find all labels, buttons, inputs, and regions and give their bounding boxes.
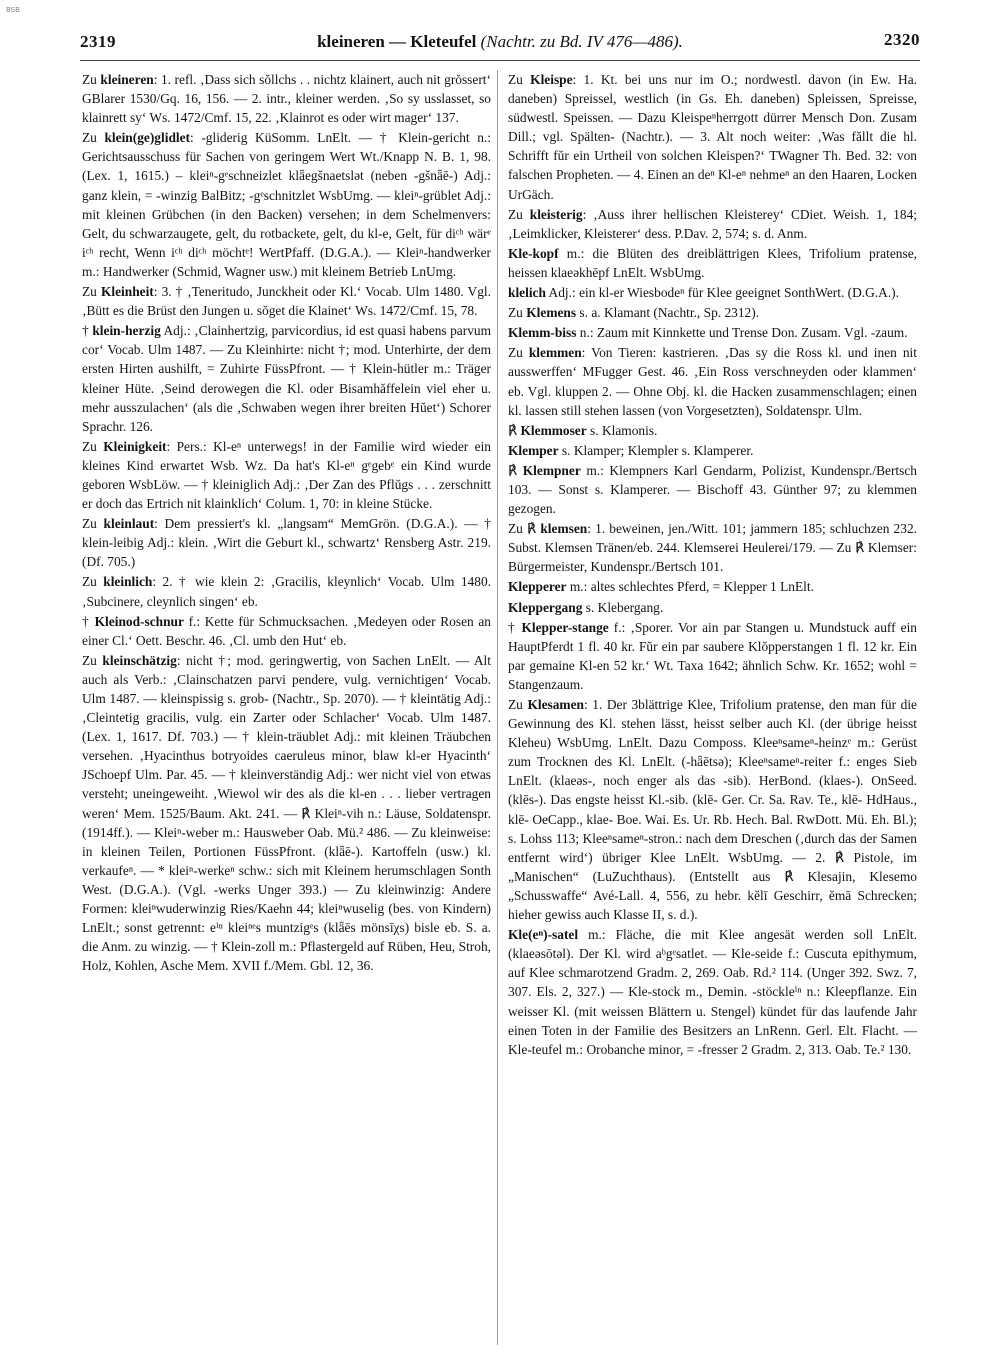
entry-klempner: ℟ Klempner m.: Klempners Karl Gendarm, Polizist, Kundenspr./Bertsch 103. — Sonst s. Klamperer. — Bischoff 43. Günther 97; zu klemmen gezogen. <box>508 462 917 517</box>
headword: Kleinheit <box>100 284 154 300</box>
entry-kleispe: Zu Kleispe: 1. Kt. bei uns nur im O.; nordwestl. davon (in Ew. Ha. daneben) Spreissel, westlich (in Gs. Eh. daneben) Spleissen, Spreisse, südwestl. Speissen. — Dazu Kleispeⁿherrgott dürrer Mensch Don. Zusam Dill.; vgl. Spälten- (Nachtr.). — 3. Alt noch weiter: ‚Was făllt die hl. Schrifft fŭr ein Urtheil von solchen Kleispen?‘ TWagner Th. Bed. 32: von falschen Propheten. — 4. Einen an deⁿ Kl-eⁿ nehmeⁿ an den Haaren, Locken UrGäch. <box>508 72 917 202</box>
headword: Kleinigkeit <box>103 438 167 454</box>
running-title-subtitle: (Nachtr. zu Bd. IV 476—486). <box>480 32 683 51</box>
entry-kleineren: Zu kleineren: 1. refl. ‚Dass sich sŏllchs . . nichtz klainert, auch nit grŏssert‘ GBlarer 1530/Gq. 16, 156. — 2. intr., kleiner werden. ‚So sy usslasset, so klainrett sy‘ Ws. 1472/Cmf. 15, 22. ‚Klainrot es oder wirt mager‘ 137. <box>82 72 491 126</box>
headword: kleisterig <box>529 206 583 222</box>
running-title <box>80 32 920 52</box>
headword: Kle(eⁿ)-satel <box>508 927 579 943</box>
headword: Klempner <box>522 462 581 478</box>
page-number-left: 2319 <box>80 32 116 51</box>
library-stamp: BSB <box>6 6 20 14</box>
entry-klesamen: Zu Klesamen: 1. Der 3blättrige Klee, Trifolium pratense, den man für die Gewinnung des Kl. stehen lässt, heisst selber auch Kl. (der übrige heisst Kleheu) WsbUmg. LnElt. Dazu Composs. Kleeⁿsameⁿ-heinzᵉ m.: Gerüst zum Trocknen des Kl. LnElt. (-hǟētsǝ); Kleeⁿsameⁿ-reiter f.: enges Sieb LnElt. (klaeǝs-, noch enger als das -sib). HerBond. (klaes-). OnSeed. (klēs-). Das engste heisst Kl.-sib. (klē- Ger. Cr. Sa. Rav. Te., klē- HdHaus., klē- OeCapp., klae- Boe. Wai. Es. Ur. Rb. Hech. Bal. RwDott. Mü. Eh. Bl.); s. Lohss 113; Kleeⁿsameⁿ-stron.: nach dem Dreschen (‚durch das der Samen entfernt wird‘) übriger Klee LnElt. WsbUmg. — 2. ℟ Pistole, im „Manischen“ (LuZuchthaus). (Entstellt aus ℟ Klesajin, Klesemo „Schusswaffe“ Avé-Lall. 4, 556, zu hebr. kĕlī Geschirr, ĕmā Schrecken; hieher gewiss auch Klasse II, s. d.). <box>508 697 917 923</box>
headword: Klepperer <box>508 579 567 595</box>
headword: kleineren <box>100 72 154 87</box>
headword: Kleispe <box>530 72 573 87</box>
entry-klemmoser: ℟ Klemmoser s. Klamonis. <box>508 422 658 438</box>
entry-kleinigkeit: Zu Kleinigkeit: Pers.: Kl-eⁿ unterwegs! in der Familie wird wieder ein kleines Kind erwartet Wsb. Wz. Da hat's Kl-eⁿ gᵉgebᵉ ein Kind wurde geboren WsbLöw. — † kleiniglich Adj.: ‚Der Zan des Pflŭgs . . . zerschnitt er doch das Ertrich nit klainklich‘ Colum. 1, 70: in kleine Stücke. <box>82 438 491 512</box>
running-title-main: kleineren — Kleteufel <box>317 32 477 51</box>
entry-klepperer: Klepperer m.: altes schlechtes Pferd, = Klepper 1 LnElt. <box>508 579 814 595</box>
headword: kleinlich <box>103 574 153 590</box>
headword: klein(ge)glidlet <box>104 130 191 146</box>
headword: kleinlaut <box>103 516 155 532</box>
entry-kleinlaut: Zu kleinlaut: Dem pressiert's kl. „langsam“ MemGrön. (D.G.A.). — † klein-leibig Adj.: klein. ‚Wirt die Geburt kl., schwartz‘ Rensberg Astr. 219. (Df. 705.) <box>82 516 491 570</box>
headword: Klemens <box>526 305 577 321</box>
entry-kleisterig: Zu kleisterig: ‚Auss ihrer hellischen Kleisterey‘ CDiet. Weish. 1, 184; ‚Leimklicker, Kleisterer‘ dess. P.Dav. 2, 574; s. d. Anm. <box>508 206 917 241</box>
entry-klepper-stange: † Klepper-stange f.: ‚Sporer. Vor ain par Stangen u. Mundstuck auff ein HauptPferdt 1 fl. 40 kr. Fŭr ein par saubere Klŏpperstangen 1 fl. 12 kr. Ein par gemaine Kl-en 52 kr.‘ Wt. Taxa 1642; ähnlich Schw. Kr. 1652; wohl = Stangenzaum. <box>508 619 917 692</box>
headword: Klepper-stange <box>521 619 609 635</box>
entry-kle-kopf: Kle-kopf m.: die Blüten des dreiblättrigen Klees, Trifolium pratense, heissen klaeǝkhēpf LnElt. WsbUmg. <box>508 245 917 280</box>
entry-klemens: Zu Klemens s. a. Klamant (Nachtr., Sp. 2312). <box>508 305 760 321</box>
entry-kleppergang: Kleppergang s. Klebergang. <box>508 599 664 615</box>
header-rule <box>80 60 920 61</box>
right-column <box>508 70 917 1345</box>
headword: Klemmoser <box>520 422 587 438</box>
headword: klelich <box>508 285 546 301</box>
entry-kleinlich: Zu kleinlich: 2. † wie klein 2: ‚Gracilis, kleynlich‘ Vocab. Ulm 1480. ‚Subcinere, cleynlich singen‘ eb. <box>82 574 491 609</box>
headword: klein-herzig <box>92 323 161 339</box>
headword: klemmen <box>528 345 582 361</box>
entry-kle-satel: Kle(eⁿ)-satel m.: Fläche, die mit Klee angesät werden soll LnElt. (klaeǝsōtǝl). Der Kl. wird aᵇgᵉsatlet. — Kle-seide f.: Cuscuta epithymum, auf Klee schmarotzend Gradm. 2, 269. Oab. Rd.² 114. (Unger 392. Swz. 7, 307. Els. 2, 327.) — Kle-stock m., Demin. -stöckleⁱⁿ n.: Kleepflanze. Ein weisser Kl. (mit weissen Blättern u. Stengel) kündet für das laufende Jahr einen Toten in der Familie des Besitzers an LnRenn. Gerl. Elt. Flacht. — Kle-teufel m.: Orobanche minor, = -fresser 2 Gradm. 2, 313. Oab. Te.² 130. <box>508 927 917 1057</box>
headword: kleinschätzig <box>102 652 177 668</box>
page-header <box>80 24 920 58</box>
column-divider <box>497 70 498 1345</box>
headword: Kle-kopf <box>508 245 559 261</box>
entry-klelich: klelich Adj.: ein kl-er Wiesbodeⁿ für Klee geeignet SonthWert. (D.G.A.). <box>508 285 899 301</box>
entry-kleinheit: Zu Kleinheit: 3. † ‚Teneritudo, Junckheit oder Kl.‘ Vocab. Ulm 1480. Vgl. ‚Bütt es die Brüst den Jungen u. sŏget die Klainet‘ Ws. 1472/Cmf. 15, 78. <box>82 284 491 319</box>
entry-klemm-biss: Klemm-biss n.: Zaum mit Kinnkette und Trense Don. Zusam. Vgl. -zaum. <box>508 325 908 341</box>
entry-kleinherzig: † klein-herzig Adj.: ‚Clainhertzig, parvicordius, id est quasi habens parvum cor‘ Vocab. Ulm 1487. — Zu Kleinhirte: nicht †; mod. Unterhirte, der dem ersten Hirten aushilft, = Zuhirte FüssPfront. — † Klein-hütler m.: Träger kleiner Hüte. ‚Seind derowegen die Kl. oder Bisamhăffelein viel eher u. mehr ausszulachen‘ (als die ‚Schwaben wegen ihrer breiten Hŭet‘) Schorer Sprachr. 126. <box>82 323 491 434</box>
headword: Kleinod-schnur <box>94 613 184 629</box>
entry-kleingeglidlet: Zu klein(ge)glidlet: -gliderig KüSomm. LnElt. — † Klein-gericht n.: Gerichtsausschuss für Sachen von geringem Wert Wt./Knapp N. B. 1, 98. (Lex. 1, 1615.) – kleiⁿ-gᵉschneizlet klǟegšnaetslǝt (neben -gšnǟē-) Adj.: ganz klein, = -winzig BalBitz; -gᵉschnitzlet WsbUmg. — kleiⁿ-grüblet Adj.: mit kleinen Grübchen (in den Backen) versehen; in dem Schelmenvers: Gelt, du schwarzaugete, gelt, du rotbackete, gelt, du kl-e, Gelt, für diᶜʰ wärᵉ iᶜʰ recht, Wenn iᶜʰ diᶜʰ möchtᵉ! WertPfaff. (D.G.A.). — Kleiⁿ-handwerker m.: Handwerker (Schmid, Wagner usw.) mit kleinem Betrieb LnUmg. <box>82 130 491 279</box>
headword: Klesamen <box>527 697 584 712</box>
page-number-right: 2320 <box>884 30 920 49</box>
entry-kleinod-schnur: † Kleinod-schnur f.: Kette für Schmucksachen. ‚Medeyen oder Rosen an einer Cl.‘ Oett. Beschr. 46. ‚Cl. umb den Hut‘ eb. <box>82 613 491 648</box>
entry-kleinschaetzig: Zu kleinschätzig: nicht †; mod. geringwertig, von Sachen LnElt. — Alt auch als Verb.: ‚Clainschatzen parvi pendere, vulg. vernichtigen‘ Vocab. Ulm 1487. — kleinspissig s. grob- (Nachtr., Sp. 2070). — † kleintätig Adj.: ‚Cleintetig gracilis, vulg. ein Zarter oder Schlacher‘ Vocab. Ulm 1487. (Lex. 1, 1617. Df. 703.) — † klein-träublet Adj.: mit kleinen Träubchen versehen. ‚Hyacinthus botryoides caeruleus minor, blaw kl-er Hyacinth‘ JSchoepf Ulm. Par. 45. — † kleinverständig Adj.: wer nicht viel von etwas versteht; uneingeweiht. ‚Wiewol wir des als die kl-en . . . lieber vertragen weren‘ Mem. 1525/Baum. Akt. 241. — ℟ Kleiⁿ-vih n.: Läuse, Soldatenspr. (1914ff.). — Kleiⁿ-weber m.: Hausweber Oab. Mü.² 486. — Zu kleinweise: in kleinen Teilen, Portionen FüssPfront. (klǟē-). Kartoffeln (usw.) kl. verkaufeⁿ. — * kleiⁿ-werkeⁿ schw.: sich mit Kleinem herumschlagen Sonth West. (D.G.A.). (Vgl. -werks Unger 393.) — Zu kleinwinzig: Andere Formen: kleiⁿwuderwinzig Ries/Kaehn 44; kleiⁿwuselig (bes. von Kindern) LnElt.; sonst getrennt: eⁱⁿ kleiⁿᵉs muntzigᵉs (klǟēs mönsīχs) bisle eb. S. a. die Anm. zu winzig. — † Klein-zoll m.: Pflastergeld auf Rüben, Heu, Stroh, Holz, Kohlen, Asche Mem. XVII f./Mem. Gbl. 12, 36. <box>82 652 491 974</box>
entry-klemmen: Zu klemmen: Von Tieren: kastrieren. ‚Das sy die Ross kl. und inen nit ausswerffen‘ MFugger Gest. 46. ‚Ein Ross verschneyden oder klammen‘ eb. Vgl. kluppen 2. — Ohne Obj. kl. die Hacken zusammenschlagen; einen kl. lassen still stehen lassen (von Vorgesetzten), Soldatenspr. Ulm. <box>508 345 917 418</box>
headword: Kleppergang <box>508 599 583 615</box>
entry-klemper: Klemper s. Klamper; Klempler s. Klamperer. <box>508 442 754 458</box>
entry-klemsen: Zu ℟ klemsen: 1. beweinen, jen./Witt. 101; jammern 185; schluchzen 232. Subst. Klemsen Tränen/eb. 244. Klemserei Heulerei/179. — Zu ℟ Klemser: Bürgermeister, Kundenspr./Bertsch 101. <box>508 521 917 575</box>
headword: Klemm-biss <box>508 325 577 341</box>
left-column <box>82 70 491 1345</box>
headword: klemsen <box>540 521 588 537</box>
headword: Klemper <box>508 442 559 458</box>
